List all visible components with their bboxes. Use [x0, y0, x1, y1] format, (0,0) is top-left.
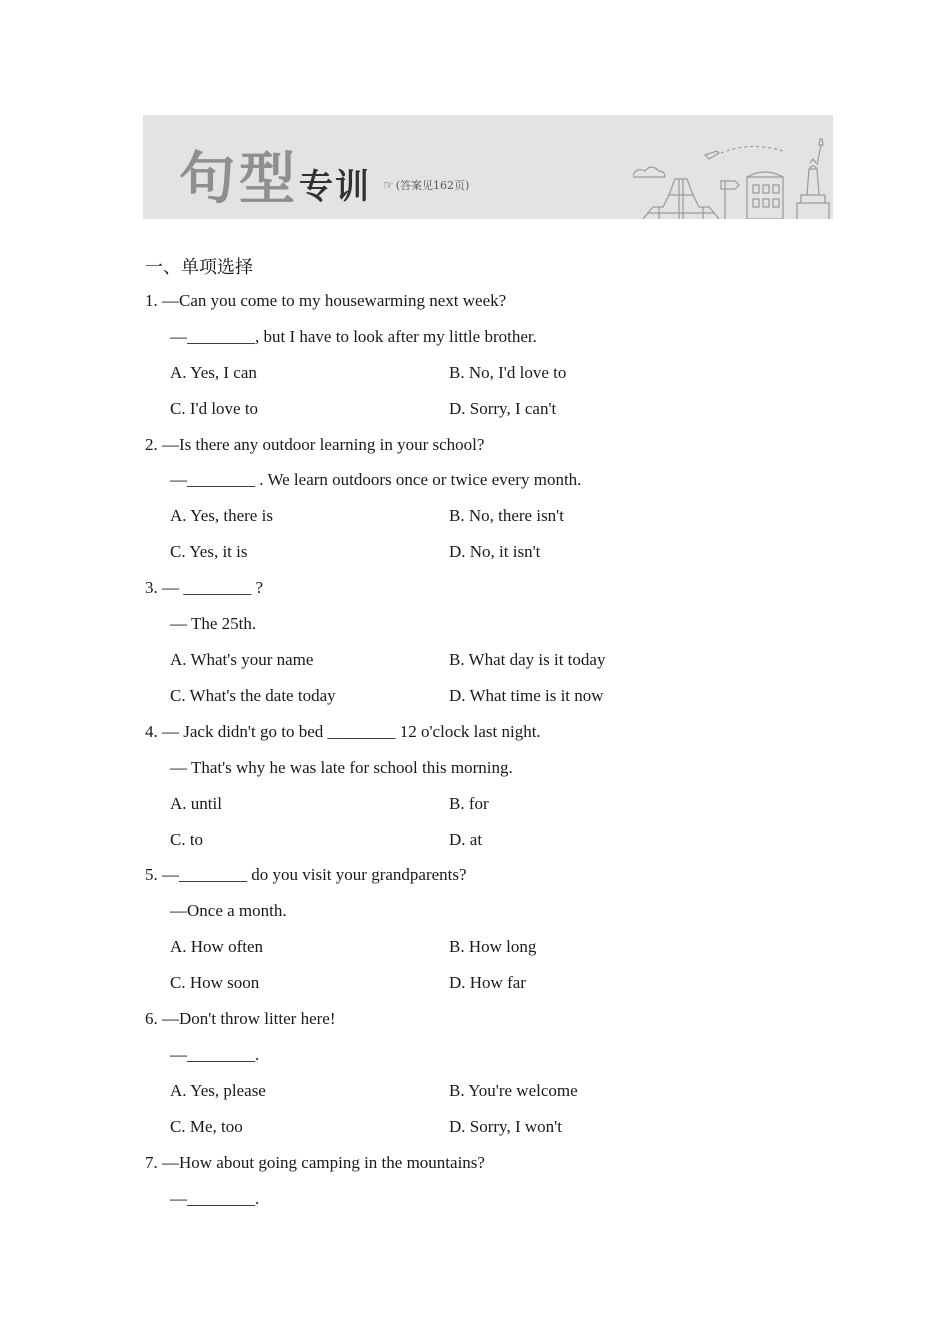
question-2-option-b: B. No, there isn't — [449, 506, 564, 525]
question-2-response: —________ . We learn outdoors once or twice every month. — [170, 470, 582, 489]
question-1-option-b: B. No, I'd love to — [449, 363, 567, 382]
question-4-response: — That's why he was late for school this morning. — [170, 758, 513, 777]
question-4-option-c: C. to — [170, 830, 204, 849]
question-2-option-c: C. Yes, it is — [170, 542, 248, 561]
question-1-option-d: D. Sorry, I can't — [449, 399, 557, 418]
question-3-option-d: D. What time is it now — [449, 686, 604, 705]
pointing-hand-icon: ☞ — [383, 178, 394, 192]
question-1-response: —________, but I have to look after my little brother. — [170, 327, 537, 346]
question-5-option-a: A. How often — [170, 937, 264, 956]
question-5-option-d: D. How far — [449, 973, 526, 992]
question-2-stem: 2. —Is there any outdoor learning in your school? — [145, 435, 485, 454]
question-2-option-d: D. No, it isn't — [449, 542, 541, 561]
landmarks-illustration — [633, 115, 833, 219]
question-3-response: — The 25th. — [170, 614, 257, 633]
question-1-stem: 1. —Can you come to my housewarming next week? — [145, 291, 507, 310]
question-7-response: —________. — [170, 1189, 260, 1208]
banner-title-main: 句型 — [179, 146, 299, 212]
question-3-option-b: B. What day is it today — [449, 650, 606, 669]
question-6-option-d: D. Sorry, I won't — [449, 1117, 562, 1136]
question-4-option-d: D. at — [449, 830, 483, 849]
question-6-stem: 6. —Don't throw litter here! — [145, 1009, 336, 1028]
question-5-option-b: B. How long — [449, 937, 537, 956]
question-7-stem: 7. —How about going camping in the mountains? — [145, 1153, 485, 1172]
question-3-option-c: C. What's the date today — [170, 686, 336, 705]
answer-page-note — [383, 177, 469, 193]
question-4-option-b: B. for — [449, 794, 489, 813]
question-4-stem: 4. — Jack didn't go to bed ________ 12 o'clock last night. — [145, 722, 541, 741]
answer-page-note-text: (答案见162页) — [395, 179, 470, 192]
question-5-stem: 5. —________ do you visit your grandparents? — [145, 865, 467, 884]
question-6-option-c: C. Me, too — [170, 1117, 243, 1136]
question-1-option-c: C. I'd love to — [170, 399, 259, 418]
question-2-option-a: A. Yes, there is — [170, 506, 273, 525]
question-4-option-a: A. until — [170, 794, 222, 813]
banner-title — [179, 135, 371, 215]
question-5-option-c: C. How soon — [170, 973, 260, 992]
question-3-stem: 3. — ________ ? — [145, 578, 264, 597]
question-3-option-a: A. What's your name — [170, 650, 314, 669]
banner-title-sub: 专训 — [299, 167, 371, 207]
section-title: 一、单项选择 — [145, 257, 253, 278]
question-6-response: —________. — [170, 1045, 260, 1064]
question-5-response: —Once a month. — [170, 901, 287, 920]
question-1-option-a: A. Yes, I can — [170, 363, 257, 382]
question-6-option-b: B. You're welcome — [449, 1081, 578, 1100]
question-6-option-a: A. Yes, please — [170, 1081, 266, 1100]
header-banner — [143, 115, 833, 219]
